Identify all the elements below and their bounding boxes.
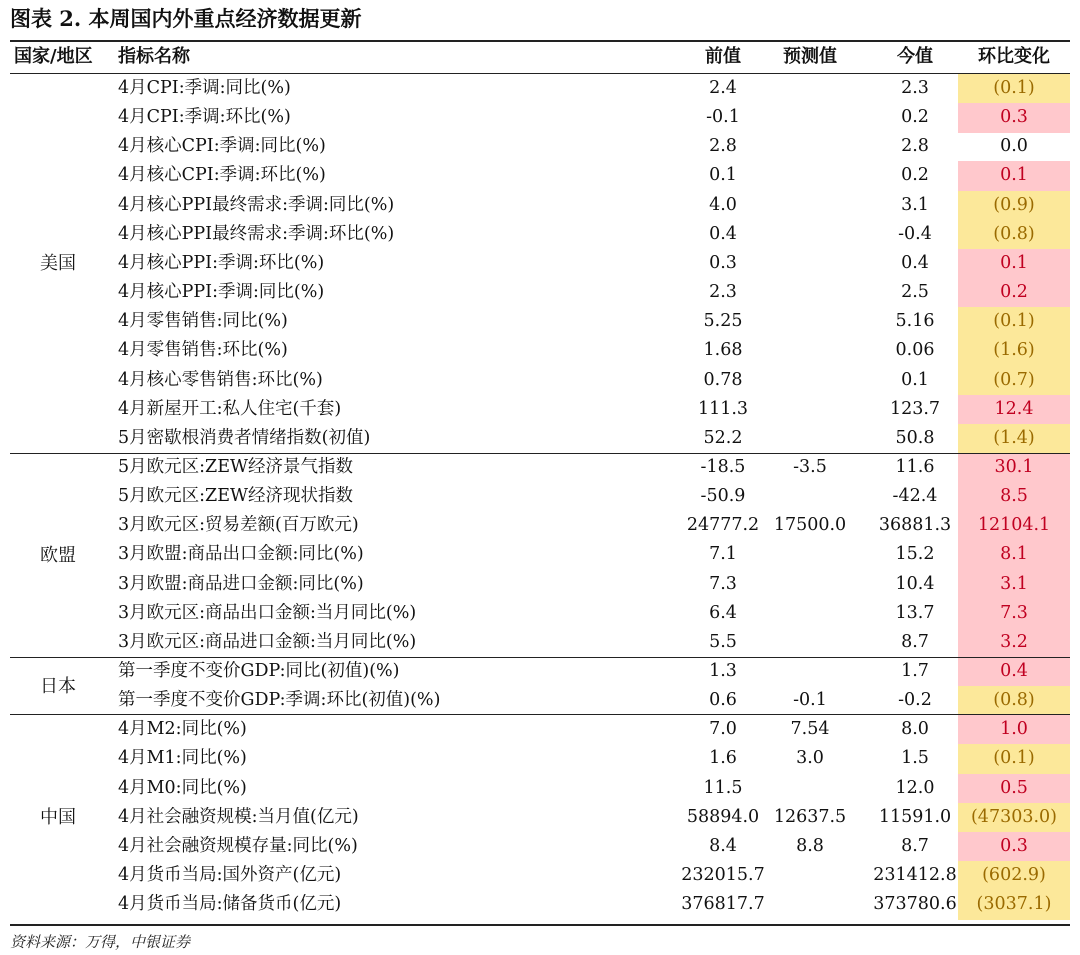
forecast-value: -0.1 xyxy=(793,690,827,711)
table-row xyxy=(10,132,1070,162)
forecast-value: 3.0 xyxy=(796,748,824,769)
header-forecast: 预测值 xyxy=(783,46,837,67)
prev-value: -50.9 xyxy=(700,486,746,507)
current-value: 0.4 xyxy=(901,252,929,273)
table-row xyxy=(10,103,1070,133)
current-value: 2.5 xyxy=(901,282,929,303)
current-value: 0.2 xyxy=(901,107,929,128)
group-separator-eu xyxy=(10,453,1070,454)
current-value: 10.4 xyxy=(895,573,935,594)
indicator-name: 3月欧元区:贸易差额(百万欧元) xyxy=(118,515,359,536)
indicator-name: 4月CPI:季调:环比(%) xyxy=(118,107,291,128)
header-indicator: 指标名称 xyxy=(118,46,190,67)
table-row xyxy=(10,803,1070,833)
indicator-name: 3月欧盟:商品进口金额:同比(%) xyxy=(118,573,364,594)
prev-value: 1.68 xyxy=(703,340,743,361)
current-value: 13.7 xyxy=(895,602,935,623)
current-value: 8.7 xyxy=(901,835,929,856)
current-value: -0.4 xyxy=(898,223,932,244)
indicator-name: 3月欧元区:商品进口金额:当月同比(%) xyxy=(118,631,417,652)
table-row xyxy=(10,599,1070,629)
change-value: (47303.0) xyxy=(958,803,1070,833)
indicator-name: 4月新屋开工:私人住宅(千套) xyxy=(118,398,342,419)
prev-value: 0.78 xyxy=(703,369,743,390)
group-separator-cn xyxy=(10,714,1070,715)
table-row xyxy=(10,278,1070,308)
table-row xyxy=(10,715,1070,745)
indicator-name: 4月M2:同比(%) xyxy=(118,719,247,740)
table-row xyxy=(10,570,1070,600)
table-row xyxy=(10,336,1070,366)
change-value: 0.5 xyxy=(958,774,1070,804)
prev-value: 0.1 xyxy=(709,165,737,186)
indicator-name: 4月核心PPI最终需求:季调:环比(%) xyxy=(118,223,395,244)
table-row xyxy=(10,191,1070,221)
prev-value: 11.5 xyxy=(703,777,743,798)
change-value: 7.3 xyxy=(958,599,1070,629)
change-value: (602.9) xyxy=(958,861,1070,891)
change-value: 12.4 xyxy=(958,395,1070,425)
forecast-value: -3.5 xyxy=(793,456,827,477)
change-value: (1.6) xyxy=(958,336,1070,366)
table-header xyxy=(10,42,1070,72)
table-row xyxy=(10,861,1070,891)
indicator-name: 4月零售销售:环比(%) xyxy=(118,340,288,361)
prev-value: 7.1 xyxy=(709,544,737,565)
table-row xyxy=(10,511,1070,541)
current-value: 123.7 xyxy=(889,398,941,419)
current-value: 231412.8 xyxy=(873,865,957,886)
indicator-name: 4月核心零售销售:环比(%) xyxy=(118,369,323,390)
table-row xyxy=(10,307,1070,337)
change-value: 0.2 xyxy=(958,278,1070,308)
prev-value: 2.8 xyxy=(709,136,737,157)
indicator-name: 5月密歇根消费者情绪指数(初值) xyxy=(118,427,371,448)
change-value: 0.1 xyxy=(958,161,1070,191)
current-value: 0.06 xyxy=(895,340,935,361)
indicator-name: 4月货币当局:国外资产(亿元) xyxy=(118,865,342,886)
header-change: 环比变化 xyxy=(978,46,1050,67)
prev-value: 0.6 xyxy=(709,690,737,711)
bottom-rule xyxy=(10,924,1070,926)
forecast-value: 8.8 xyxy=(796,835,824,856)
current-value: 1.5 xyxy=(901,748,929,769)
country-cn: 中国 xyxy=(40,807,76,828)
current-value: 8.0 xyxy=(901,719,929,740)
table-row xyxy=(10,890,1070,920)
current-value: 3.1 xyxy=(901,194,929,215)
change-value: 0.1 xyxy=(958,249,1070,279)
change-value: 3.2 xyxy=(958,628,1070,658)
change-value: (1.4) xyxy=(958,424,1070,454)
change-value: 30.1 xyxy=(958,453,1070,483)
current-value: 1.7 xyxy=(901,661,929,681)
table-row xyxy=(10,628,1070,658)
current-value: 12.0 xyxy=(895,777,935,798)
table-row xyxy=(10,74,1070,104)
prev-value: 376817.7 xyxy=(681,894,765,915)
current-value: 2.8 xyxy=(901,136,929,157)
indicator-name: 5月欧元区:ZEW经济现状指数 xyxy=(118,486,353,507)
change-value: (0.8) xyxy=(958,220,1070,250)
table-row xyxy=(10,832,1070,862)
change-value: 0.0 xyxy=(1000,136,1028,157)
country-jp: 日本 xyxy=(40,676,76,697)
indicator-name: 4月核心PPI最终需求:季调:同比(%) xyxy=(118,194,395,215)
change-value: (0.1) xyxy=(958,744,1070,774)
prev-value: -18.5 xyxy=(700,456,746,477)
change-value: (0.8) xyxy=(958,686,1070,716)
current-value: 373780.6 xyxy=(873,894,957,915)
header-country: 国家/地区 xyxy=(14,46,93,67)
change-value: 0.3 xyxy=(958,832,1070,862)
indicator-name: 4月核心CPI:季调:环比(%) xyxy=(118,165,326,186)
indicator-name: 4月核心PPI:季调:环比(%) xyxy=(118,252,325,273)
indicator-name: 第一季度不变价GDP:季调:环比(初值)(%) xyxy=(118,690,441,711)
change-value: 1.0 xyxy=(958,715,1070,745)
table-row xyxy=(10,453,1070,483)
table-row xyxy=(10,395,1070,425)
prev-value: 1.6 xyxy=(709,748,737,769)
table-row xyxy=(10,657,1070,687)
indicator-name: 4月M0:同比(%) xyxy=(118,777,247,798)
change-value: (0.1) xyxy=(958,307,1070,337)
table-title: 图表 2. 本周国内外重点经济数据更新 xyxy=(10,6,362,31)
current-value: 11.6 xyxy=(895,456,935,477)
forecast-value: 12637.5 xyxy=(773,806,847,827)
change-value: 0.3 xyxy=(958,103,1070,133)
change-value: (3037.1) xyxy=(958,890,1070,920)
indicator-name: 4月货币当局:储备货币(亿元) xyxy=(118,894,342,915)
indicator-name: 4月社会融资规模存量:同比(%) xyxy=(118,835,358,856)
prev-value: 7.3 xyxy=(709,573,737,594)
prev-value: 232015.7 xyxy=(681,865,765,886)
current-value: 15.2 xyxy=(895,544,935,565)
table-row xyxy=(10,220,1070,250)
indicator-name: 4月CPI:季调:同比(%) xyxy=(118,78,291,98)
change-value: (0.1) xyxy=(958,74,1070,104)
forecast-value: 17500.0 xyxy=(773,515,847,536)
header-current: 今值 xyxy=(897,46,933,67)
change-value: 8.5 xyxy=(958,482,1070,512)
indicator-name: 4月社会融资规模:当月值(亿元) xyxy=(118,806,359,827)
change-value: 12104.1 xyxy=(958,511,1070,541)
prev-value: 24777.2 xyxy=(686,515,760,536)
indicator-name: 4月核心PPI:季调:同比(%) xyxy=(118,282,325,303)
prev-value: 2.3 xyxy=(709,282,737,303)
prev-value: 8.4 xyxy=(709,835,737,856)
prev-value: 5.5 xyxy=(709,631,737,652)
table-row xyxy=(10,540,1070,570)
group-separator-jp xyxy=(10,657,1070,658)
prev-value: 1.3 xyxy=(709,661,737,681)
source-note: 资料来源：万得，中银证券 xyxy=(10,933,191,951)
current-value: 5.16 xyxy=(895,311,935,332)
current-value: -42.4 xyxy=(892,486,938,507)
table-row xyxy=(10,744,1070,774)
indicator-name: 3月欧元区:商品出口金额:当月同比(%) xyxy=(118,602,417,623)
prev-value: 7.0 xyxy=(709,719,737,740)
indicator-name: 4月核心CPI:季调:同比(%) xyxy=(118,136,326,157)
table-row xyxy=(10,774,1070,804)
current-value: 8.7 xyxy=(901,631,929,652)
current-value: 0.2 xyxy=(901,165,929,186)
prev-value: 5.25 xyxy=(703,311,743,332)
country-us: 美国 xyxy=(40,253,76,274)
change-value: (0.9) xyxy=(958,191,1070,221)
prev-value: 58894.0 xyxy=(686,806,760,827)
prev-value: 52.2 xyxy=(703,427,743,448)
prev-value: 111.3 xyxy=(697,398,749,419)
table-row xyxy=(10,366,1070,396)
change-value: 8.1 xyxy=(958,540,1070,570)
change-value: (0.7) xyxy=(958,366,1070,396)
prev-value: 4.0 xyxy=(709,194,737,215)
current-value: -0.2 xyxy=(898,690,932,711)
country-eu: 欧盟 xyxy=(40,545,76,566)
table-row xyxy=(10,482,1070,512)
indicator-name: 4月M1:同比(%) xyxy=(118,748,247,769)
change-value: 3.1 xyxy=(958,570,1070,600)
change-value: 0.4 xyxy=(958,657,1070,687)
table-row xyxy=(10,424,1070,454)
current-value: 0.1 xyxy=(901,369,929,390)
table-row xyxy=(10,161,1070,191)
indicator-name: 第一季度不变价GDP:同比(初值)(%) xyxy=(118,661,400,681)
prev-value: 6.4 xyxy=(709,602,737,623)
current-value: 36881.3 xyxy=(878,515,952,536)
prev-value: 0.4 xyxy=(709,223,737,244)
forecast-value: 7.54 xyxy=(790,719,830,740)
current-value: 2.3 xyxy=(901,78,929,98)
indicator-name: 4月零售销售:同比(%) xyxy=(118,311,288,332)
prev-value: 0.3 xyxy=(709,252,737,273)
prev-value: 2.4 xyxy=(709,78,737,98)
table-row xyxy=(10,686,1070,716)
indicator-name: 5月欧元区:ZEW经济景气指数 xyxy=(118,456,353,477)
header-prev: 前值 xyxy=(705,46,741,67)
current-value: 11591.0 xyxy=(878,806,952,827)
table-row xyxy=(10,249,1070,279)
current-value: 50.8 xyxy=(895,427,935,448)
indicator-name: 3月欧盟:商品出口金额:同比(%) xyxy=(118,544,364,565)
prev-value: -0.1 xyxy=(706,107,740,128)
